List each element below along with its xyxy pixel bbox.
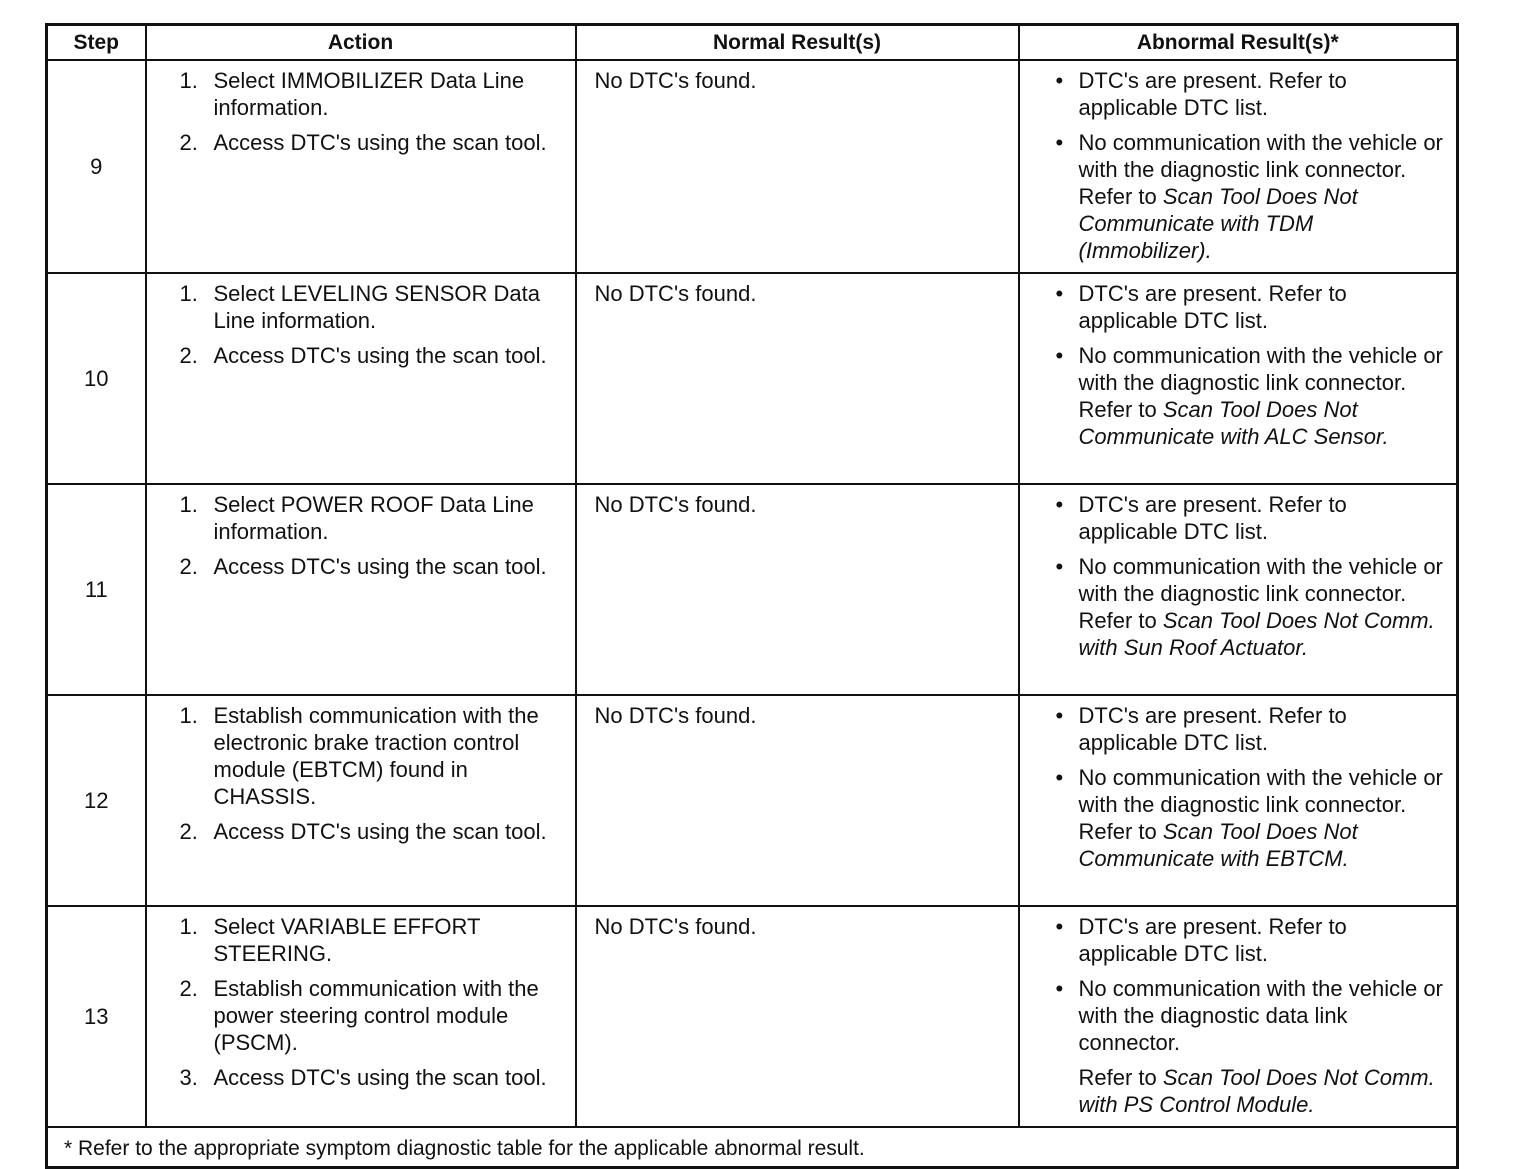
abnormal-result-item bbox=[1020, 342, 1451, 450]
action-text: Select IMMOBILIZER Data Line information. bbox=[213, 68, 525, 120]
abnormal-result-cell bbox=[1019, 60, 1458, 273]
action-number: 1. bbox=[179, 68, 198, 93]
abnormal-result-text: DTC's are present. Refer to applicable DTC list. bbox=[1078, 703, 1347, 755]
action-number: 1. bbox=[179, 703, 198, 728]
action-number: 2. bbox=[179, 554, 198, 579]
abnormal-result-list bbox=[1020, 67, 1451, 264]
step-number: 11 bbox=[47, 484, 146, 695]
abnormal-result-cell bbox=[1019, 273, 1458, 484]
action-cell bbox=[146, 484, 576, 695]
table-row bbox=[47, 273, 1458, 484]
table-row bbox=[47, 484, 1458, 695]
abnormal-result-text: No communication with the vehicle or with the diagnostic link connector. Refer to bbox=[1078, 130, 1443, 209]
footnote: * Refer to the appropriate symptom diagnostic table for the applicable abnormal result. bbox=[47, 1127, 1458, 1168]
abnormal-result-item bbox=[1020, 491, 1451, 545]
bullet-icon: • bbox=[1055, 281, 1064, 306]
reference-link-text: Scan Tool Does Not Comm. with PS Control Module. bbox=[1078, 1065, 1435, 1117]
header-action: Action bbox=[146, 25, 576, 61]
normal-result: No DTC's found. bbox=[576, 695, 1019, 906]
action-item bbox=[147, 975, 567, 1056]
bullet-icon: • bbox=[1055, 68, 1064, 93]
action-item bbox=[147, 702, 567, 810]
abnormal-result-list bbox=[1020, 491, 1451, 661]
reference-link-text: Scan Tool Does Not Communicate with EBTCM. bbox=[1078, 819, 1358, 871]
action-list bbox=[147, 491, 567, 580]
bullet-icon: • bbox=[1055, 343, 1064, 368]
abnormal-result-text: DTC's are present. Refer to applicable DTC list. bbox=[1078, 68, 1347, 120]
action-cell bbox=[146, 906, 576, 1127]
abnormal-result-text: No communication with the vehicle or with the diagnostic link connector. Refer to bbox=[1078, 765, 1443, 844]
action-number: 1. bbox=[179, 914, 198, 939]
action-item bbox=[147, 553, 567, 580]
normal-result: No DTC's found. bbox=[576, 273, 1019, 484]
abnormal-result-item bbox=[1020, 913, 1451, 967]
bullet-icon: • bbox=[1055, 492, 1064, 517]
header-normal-result: Normal Result(s) bbox=[576, 25, 1019, 61]
abnormal-result-item bbox=[1020, 553, 1451, 661]
abnormal-result-item bbox=[1020, 67, 1451, 121]
bullet-icon: • bbox=[1055, 130, 1064, 155]
action-cell bbox=[146, 60, 576, 273]
abnormal-result-text: DTC's are present. Refer to applicable DTC list. bbox=[1078, 914, 1347, 966]
abnormal-result-item bbox=[1020, 702, 1451, 756]
abnormal-result-cell bbox=[1019, 906, 1458, 1127]
action-item bbox=[147, 1064, 567, 1091]
table-row bbox=[47, 906, 1458, 1127]
bullet-icon: • bbox=[1055, 554, 1064, 579]
abnormal-result-item bbox=[1020, 764, 1451, 872]
abnormal-result-list bbox=[1020, 702, 1451, 872]
diagnostic-table bbox=[45, 23, 1459, 1169]
action-text: Access DTC's using the scan tool. bbox=[213, 819, 547, 844]
action-number: 2. bbox=[179, 130, 198, 155]
action-number: 2. bbox=[179, 343, 198, 368]
action-text: Access DTC's using the scan tool. bbox=[213, 554, 547, 579]
action-number: 1. bbox=[179, 281, 198, 306]
reference-link-text: Scan Tool Does Not Communicate with TDM (Immobilizer). bbox=[1078, 184, 1358, 263]
abnormal-result-text: No communication with the vehicle or with the diagnostic link connector. Refer to bbox=[1078, 554, 1443, 633]
step-number: 9 bbox=[47, 60, 146, 273]
action-item bbox=[147, 818, 567, 845]
action-item bbox=[147, 342, 567, 369]
reference-link-text: Scan Tool Does Not Communicate with ALC Sensor. bbox=[1078, 397, 1389, 449]
action-text: Access DTC's using the scan tool. bbox=[213, 1065, 547, 1090]
bullet-icon: • bbox=[1055, 703, 1064, 728]
action-cell bbox=[146, 273, 576, 484]
action-cell bbox=[146, 695, 576, 906]
action-list bbox=[147, 67, 567, 156]
abnormal-result-text: Refer to bbox=[1078, 1065, 1163, 1090]
action-text: Select VARIABLE EFFORT STEERING. bbox=[213, 914, 481, 966]
action-list bbox=[147, 913, 567, 1091]
abnormal-result-list bbox=[1020, 913, 1451, 1118]
header-row bbox=[47, 25, 1458, 61]
action-text: Access DTC's using the scan tool. bbox=[213, 130, 547, 155]
step-number: 10 bbox=[47, 273, 146, 484]
action-number: 2. bbox=[179, 819, 198, 844]
action-item bbox=[147, 67, 567, 121]
step-number: 13 bbox=[47, 906, 146, 1127]
step-number: 12 bbox=[47, 695, 146, 906]
action-text: Establish communication with the electronic brake traction control module (EBTCM) found in CHASSIS. bbox=[213, 703, 539, 809]
footnote-row bbox=[47, 1127, 1458, 1168]
abnormal-result-text: DTC's are present. Refer to applicable DTC list. bbox=[1078, 492, 1347, 544]
action-number: 3. bbox=[179, 1065, 198, 1090]
abnormal-result-list bbox=[1020, 280, 1451, 450]
action-number: 1. bbox=[179, 492, 198, 517]
reference-link-text: Scan Tool Does Not Comm. with Sun Roof Actuator. bbox=[1078, 608, 1435, 660]
action-text: Access DTC's using the scan tool. bbox=[213, 343, 547, 368]
abnormal-result-item bbox=[1020, 975, 1451, 1056]
action-list bbox=[147, 702, 567, 845]
header-abnormal-result: Abnormal Result(s)* bbox=[1019, 25, 1458, 61]
abnormal-result-text: No communication with the vehicle or with the diagnostic link connector. Refer to bbox=[1078, 343, 1443, 422]
normal-result: No DTC's found. bbox=[576, 906, 1019, 1127]
header-step: Step bbox=[47, 25, 146, 61]
normal-result: No DTC's found. bbox=[576, 60, 1019, 273]
bullet-icon: • bbox=[1055, 976, 1064, 1001]
abnormal-result-text: No communication with the vehicle or with the diagnostic data link connector. bbox=[1078, 976, 1443, 1055]
action-list bbox=[147, 280, 567, 369]
bullet-icon: • bbox=[1055, 914, 1064, 939]
action-text: Establish communication with the power steering control module (PSCM). bbox=[213, 976, 539, 1055]
action-item bbox=[147, 491, 567, 545]
action-item bbox=[147, 280, 567, 334]
abnormal-result-item bbox=[1020, 129, 1451, 264]
action-item bbox=[147, 129, 567, 156]
abnormal-result-item bbox=[1020, 1064, 1451, 1118]
action-text: Select POWER ROOF Data Line information. bbox=[213, 492, 534, 544]
bullet-icon: • bbox=[1055, 765, 1064, 790]
action-item bbox=[147, 913, 567, 967]
abnormal-result-cell bbox=[1019, 484, 1458, 695]
abnormal-result-item bbox=[1020, 280, 1451, 334]
abnormal-result-text: DTC's are present. Refer to applicable DTC list. bbox=[1078, 281, 1347, 333]
action-number: 2. bbox=[179, 976, 198, 1001]
normal-result: No DTC's found. bbox=[576, 484, 1019, 695]
abnormal-result-cell bbox=[1019, 695, 1458, 906]
table-row bbox=[47, 695, 1458, 906]
table-row bbox=[47, 60, 1458, 273]
action-text: Select LEVELING SENSOR Data Line information. bbox=[213, 281, 540, 333]
